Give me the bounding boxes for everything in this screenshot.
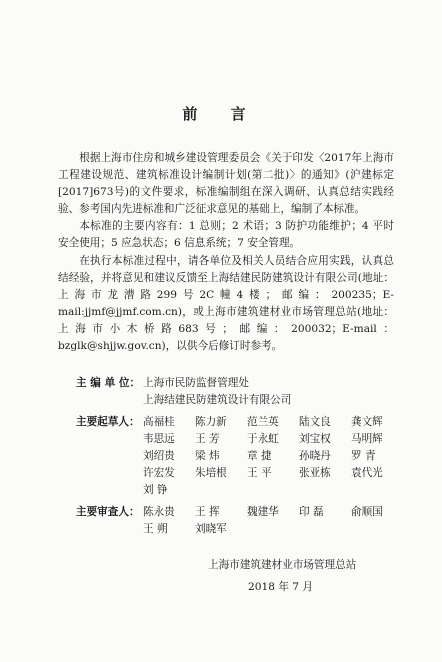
person-name: 刘晓军 <box>195 523 227 535</box>
person-name: 龚文辉 <box>351 416 383 428</box>
paragraph-contents: 本标准的主要内容有：1 总则；2 术语；3 防护功能维护；4 平时安全使用；5 应急状态；6 信息系统；7 安全管理。 <box>58 220 394 249</box>
person-name: 王 挥 <box>195 506 220 518</box>
footer-org: 上海市建筑建材业市场管理总站 <box>208 559 357 571</box>
person-name: 马明辉 <box>351 433 383 445</box>
drafters-label: 主要起草人： <box>76 416 140 428</box>
person-name: 陈永贵 <box>143 506 175 518</box>
chief-unit-1: 上海市民防监督管理处 <box>143 377 249 389</box>
chief-units-label: 主 编 单 位： <box>76 377 141 389</box>
person-name: 陈力新 <box>195 416 227 428</box>
person-name: 张亚栋 <box>299 467 331 479</box>
person-name: 王 芳 <box>195 433 220 445</box>
paragraph-feedback: 在执行本标准过程中，请各单位及相关人员结合应用实践，认真总结经验，并将意见和建议反馈至上海结建民防建筑设计有限公司(地址：上海市龙漕路299号2C幢4楼；邮编：200235；E-mail:jjmf@jjmf.com.cn)，或上海市建筑建材业市场管理总站(地址：上海市小木桥路683号；邮编：200032；E-mail：bzglk@shjjw.gov.cn)，以供今后修订时参考。 <box>58 255 394 352</box>
person-name: 刘宝权 <box>299 433 331 445</box>
person-name: 袁代光 <box>351 467 383 479</box>
person-name: 朱培根 <box>195 467 227 479</box>
person-name: 印 磊 <box>299 506 324 518</box>
person-name: 王 朔 <box>143 523 168 535</box>
person-name: 章 捷 <box>247 450 272 462</box>
page-title: 前 言 <box>182 105 260 123</box>
person-name: 魏建华 <box>247 506 279 518</box>
person-name: 许宏发 <box>143 467 175 479</box>
person-name: 俞顺国 <box>351 506 383 518</box>
person-name: 范兰英 <box>247 416 279 428</box>
person-name: 孙晓丹 <box>299 450 331 462</box>
chief-unit-2: 上海结建民防建筑设计有限公司 <box>143 394 292 406</box>
person-name: 刘绍贵 <box>143 450 175 462</box>
person-name: 罗 青 <box>351 450 376 462</box>
person-name: 高福桂 <box>143 416 175 428</box>
reviewers-list <box>143 504 403 538</box>
reviewers-label: 主要审查人： <box>76 506 140 518</box>
person-name: 陆文良 <box>299 416 331 428</box>
drafters-list <box>143 414 403 499</box>
person-name: 韦思远 <box>143 433 175 445</box>
paragraph-intro: 根据上海市住房和城乡建设管理委员会《关于印发〈2017年上海市工程建设规范、建筑标准设计编制计划(第二批)〉的通知》(沪建标定[2017]673号)的文件要求，标准编制组在深入调研、认真总结实践经验、参考国内先进标准和广泛征求意见的基础上，编制了本标准。 <box>58 152 394 215</box>
person-name: 刘 铮 <box>143 484 168 496</box>
person-name: 梁 炜 <box>195 450 220 462</box>
person-name: 于永虹 <box>247 433 279 445</box>
person-name: 王 平 <box>247 467 272 479</box>
footer-date: 2018 年 7 月 <box>248 581 313 593</box>
